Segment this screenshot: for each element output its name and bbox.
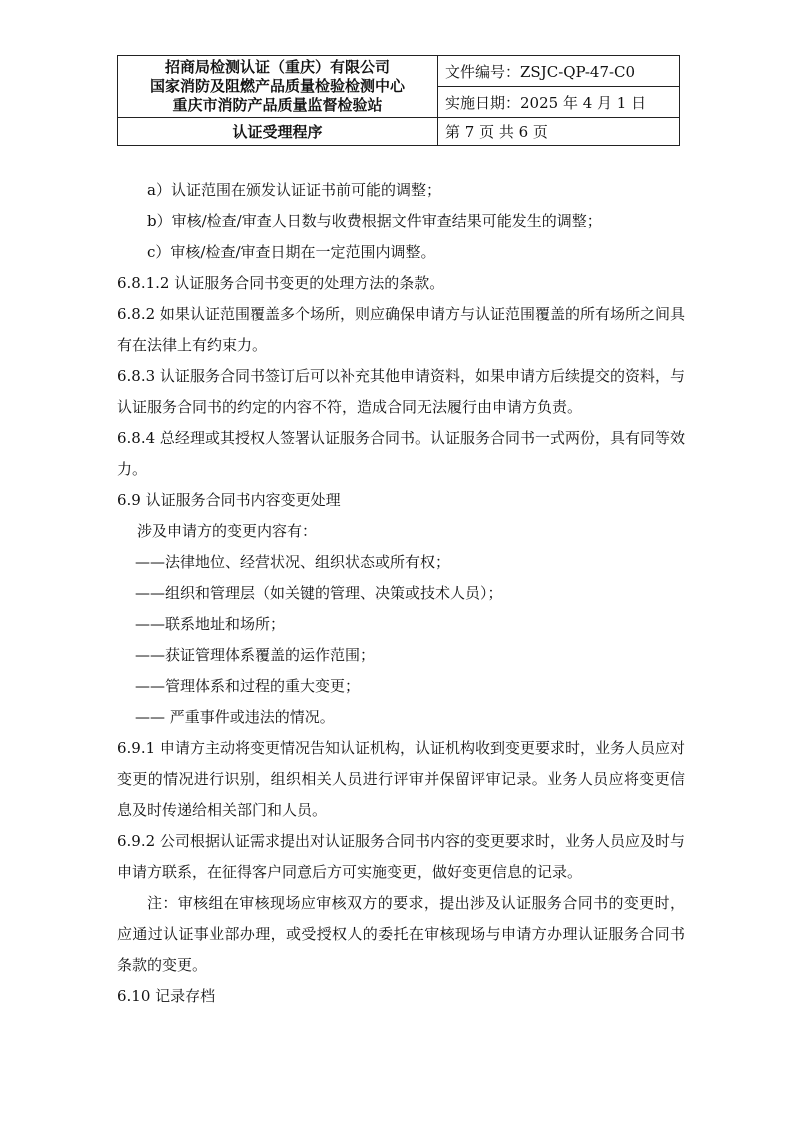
clause-6-9-1: 6.9.1 申请方主动将变更情况告知认证机构，认证机构收到变更要求时，业务人员应对变更的情况进行识别，组织相关人员进行评审并保留评审记录。业务人员应将变更信息及时传递给相关部门和人员。 (117, 739, 685, 819)
clause-6-9-2: 6.9.2 公司根据认证需求提出对认证服务合同书内容的变更要求时，业务人员应及时与申请方联系，在征得客户同意后方可实施变更，做好变更信息的记录。 (117, 832, 685, 881)
organization-name-line: 国家消防及阻燃产品质量检验检测中心 (149, 77, 405, 95)
change-item: ——联系地址和场所； (135, 615, 286, 633)
section-heading-6-10: 6.10 记录存档 (117, 987, 216, 1005)
document-body (117, 175, 685, 1012)
list-item-b: b）审核/检查/审查人日数与收费根据文件审查结果可能发生的调整； (147, 212, 602, 230)
procedure-title: 认证受理程序 (118, 118, 438, 146)
document-header-table (117, 55, 680, 146)
list-item-c: c）审核/检查/审查日期在一定范围内调整。 (147, 243, 436, 261)
note-paragraph: 注：审核组在审核现场应审核双方的要求，提出涉及认证服务合同书的变更时，应通过认证事业部办理，或受授权人的委托在审核现场与申请方办理认证服务合同书条款的变更。 (117, 894, 685, 974)
changes-intro: 涉及申请方的变更内容有： (137, 522, 318, 540)
change-item: ——法律地位、经营状况、组织状态或所有权； (135, 553, 451, 571)
clause-6-8-3: 6.8.3 认证服务合同书签订后可以补充其他申请资料，如果申请方后续提交的资料，与认证服务合同书的约定的内容不符，造成合同无法履行由申请方负责。 (117, 367, 685, 416)
organization-name-line: 重庆市消防产品质量监督检验站 (172, 96, 383, 114)
clause-6-8-4: 6.8.4 总经理或其授权人签署认证服务合同书。认证服务合同书一式两份，具有同等效力。 (117, 429, 685, 478)
change-item: ——组织和管理层（如关键的管理、决策或技术人员）； (135, 584, 503, 602)
section-heading-6-9: 6.9 认证服务合同书内容变更处理 (117, 491, 341, 509)
effective-date: 实施日期：2025 年 4 月 1 日 (438, 87, 680, 118)
clause-6-8-1-2: 6.8.1.2 认证服务合同书变更的处理方法的条款。 (117, 274, 445, 292)
change-item: ——管理体系和过程的重大变更； (135, 677, 361, 695)
organization-name-line: 招商局检测认证（重庆）有限公司 (164, 58, 390, 76)
page-info: 第 7 页 共 6 页 (438, 118, 680, 146)
organization-cell (118, 56, 438, 118)
change-item: —— 严重事件或违法的情况。 (135, 708, 335, 726)
clause-6-8-2: 6.8.2 如果认证范围覆盖多个场所，则应确保申请方与认证范围覆盖的所有场所之间具有在法律上有约束力。 (117, 305, 685, 354)
list-item-a: a）认证范围在颁发认证证书前可能的调整； (147, 181, 441, 199)
change-item: ——获证管理体系覆盖的运作范围； (135, 646, 376, 664)
document-number: 文件编号：ZSJC-QP-47-C0 (438, 56, 680, 87)
